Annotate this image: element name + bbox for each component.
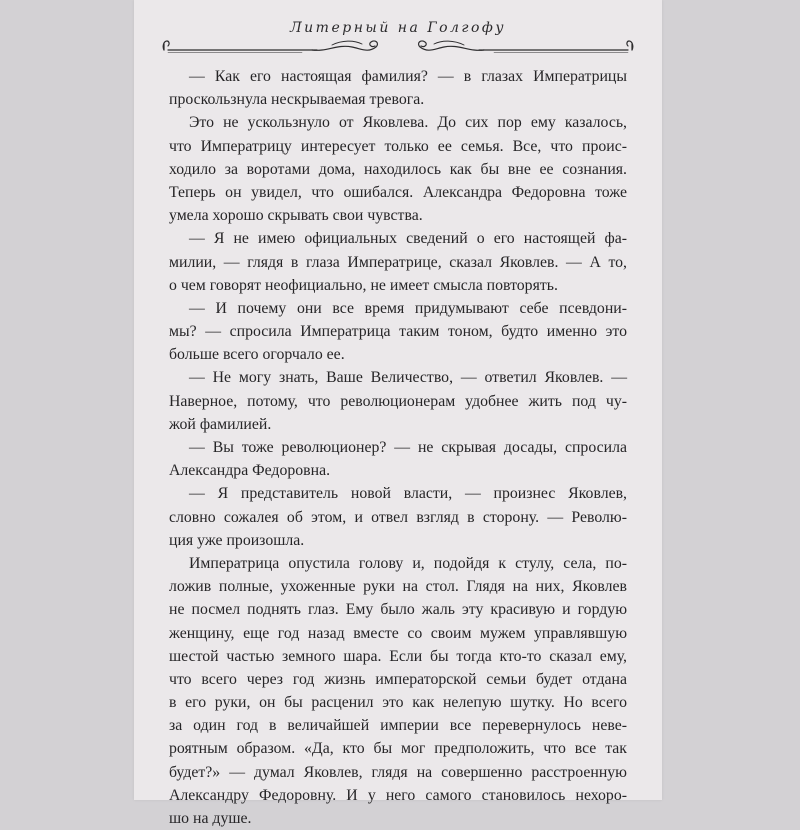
- text-line: — Я представитель новой власти, — произнес Яковлев,: [189, 485, 627, 503]
- text-line: ходило за воротами дома, находилось как бы вне ее сознания.: [169, 160, 627, 178]
- text-line: роятным образом. «Да, кто бы мог предположить, что все так: [169, 740, 627, 758]
- text-line: за один год в величайшей империи все перевернулось неве-: [169, 717, 627, 735]
- text-line: шо на душе.: [169, 810, 252, 827]
- text-line: о чем говорят неофициально, не имеет смысла повторять.: [169, 276, 558, 294]
- text-line: Александру Федоровну. И у него самого становилось нехоро-: [169, 786, 627, 804]
- text-line: что всего через год жизнь императорской семьи будет отдана: [169, 670, 627, 688]
- running-title: Литерный на Голгофу: [289, 20, 507, 36]
- text-line: — И почему они все время придумывают себе псевдони-: [189, 299, 627, 317]
- text-line: Теперь он увидел, что ошибался. Александра Федоровна тоже: [169, 183, 627, 201]
- text-line: ция уже произошла.: [169, 531, 305, 549]
- text-line: в его руки, он бы расценил это как нелепую шутку. Но всего: [169, 694, 627, 712]
- header-ornament: [162, 30, 634, 56]
- text-line: женщину, еще год назад вместе со своим мужем управлявшую: [169, 624, 627, 642]
- text-line: — Не могу знать, Ваше Величество, — ответил Яковлев. —: [189, 369, 627, 387]
- text-line: ложив полные, ухоженные руки на стол. Глядя на них, Яковлев: [169, 578, 627, 596]
- text-line: — Как его настоящая фамилия? — в глазах Императрицы: [189, 68, 627, 85]
- text-line: больше всего огорчало ее.: [169, 346, 345, 364]
- text-line: — Вы тоже революционер? — не скрывая досады, спросила: [189, 439, 627, 456]
- text-line: Александра Федоровна.: [169, 462, 331, 480]
- text-line: проскользнула нескрываемая тревога.: [169, 91, 425, 109]
- text-line: будет?» — думал Яковлев, глядя на совершенно расстроенную: [169, 763, 627, 781]
- text-line: жой фамилией.: [169, 415, 272, 433]
- text-line: не посмел поднять глаз. Ему было жаль эту красивую и гордую: [169, 601, 627, 619]
- text-line: что Императрицу интересует только ее семья. Все, что проис-: [169, 137, 627, 155]
- text-line: Наверное, потому, что революционерам удобнее жить под чу-: [169, 392, 627, 410]
- text-line: мы? — спросила Императрица таким тоном, будто именно это: [169, 323, 627, 341]
- book-page: [134, 0, 662, 827]
- text-line: — Я не имею официальных сведений о его настоящей фа-: [189, 230, 627, 248]
- text-line: милии, — глядя в глаза Императрице, сказал Яковлев. — А то,: [169, 253, 627, 271]
- text-line: Это не ускользнуло от Яковлева. До сих пор ему казалось,: [189, 114, 627, 132]
- text-line: шестой частью земного шара. Если бы тогда кто-то сказал ему,: [169, 647, 627, 665]
- text-line: Императрица опустила голову и, подойдя к стулу, села, по-: [189, 554, 627, 572]
- text-line: словно сожалея об этом, и отвел взгляд в сторону. — Револю-: [169, 508, 627, 526]
- body-text: [169, 65, 627, 830]
- text-line: умела хорошо скрывать свои чувства.: [169, 207, 423, 225]
